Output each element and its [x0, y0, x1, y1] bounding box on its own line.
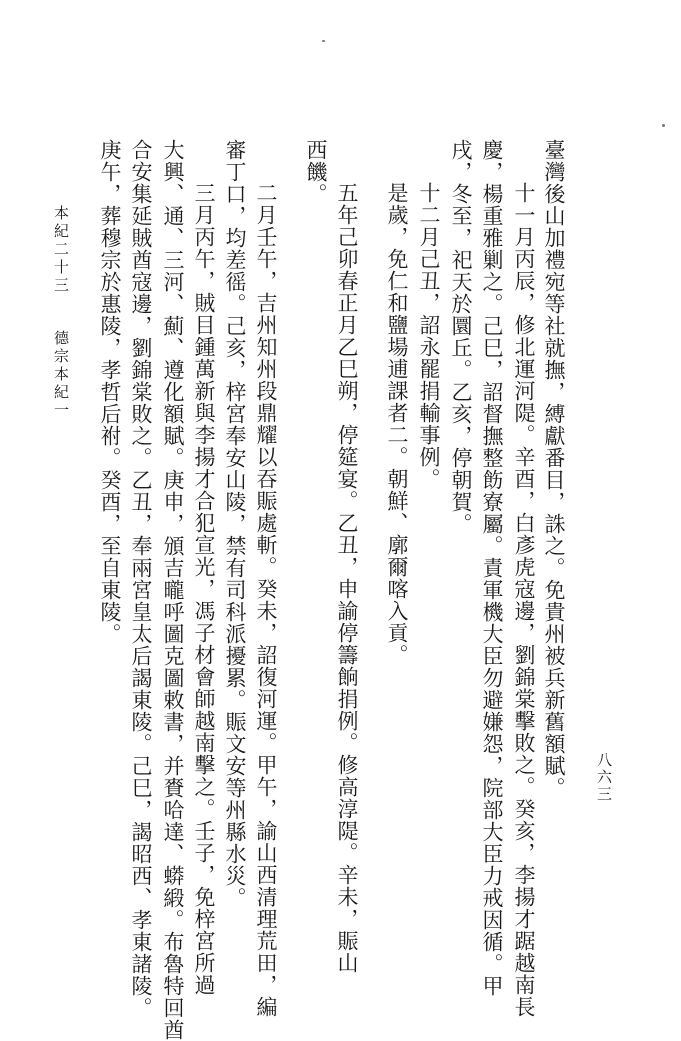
text-column-6: 是歲，免仁和鹽場逋課者二。朝鮮、廓爾喀入貢。	[385, 182, 409, 666]
running-head-title: 德宗本紀一	[52, 330, 70, 420]
text-column-1: 臺灣後山加禮宛等社就撫，縛獻番目，誅之。免貴州被兵新舊額賦。	[542, 139, 566, 799]
text-column-9: 二月壬午，吉州知州段鼎耀以吞賑處斬。癸未，詔復河運。甲午，諭山西清理荒田，編	[254, 182, 278, 1018]
text-column-14: 庚午，葬穆宗於惠陵，孝哲后祔。癸酉，至自東陵。	[98, 139, 122, 645]
text-column-4: 戌，冬至，祀天於圜丘。乙亥，停朝賀。	[449, 139, 473, 535]
text-column-8: 西饑。	[304, 139, 328, 205]
text-column-12: 大興、通、三河、薊、遵化額賦。庚申，頒吉曨呼圖克圖敕書，并賚哈達、蟒緞。布魯特回酋	[161, 139, 185, 1041]
page-number: 八六三	[595, 752, 613, 803]
text-column-10: 審丁口，均差徭。己亥，梓宮奉安山陵，禁有司科派擾累。賑文安等州縣水災。	[223, 139, 247, 909]
text-column-11: 三月丙午，賊目鍾萬新與李揚才合犯宣光，馮子材會師越南擊之。壬子，免梓宮所過	[192, 182, 216, 996]
text-column-7: 五年己卯春正月乙巳朔，停筵宴。乙丑，申諭停籌餉捐例。修高淳隄。辛未，賑山	[335, 182, 359, 974]
text-column-13: 合安集延賊酋寇邊，劉錦棠敗之。乙丑，奉兩宮皇太后謁東陵。己巳，謁昭西、孝東諸陵。	[129, 139, 153, 1019]
running-head-chapter: 本紀二十三	[52, 205, 70, 295]
text-column-5: 十二月己丑，詔永罷捐輸事例。	[417, 182, 441, 490]
text-column-3: 慶，楊重雅剿之。己巳，詔督撫整飭寮屬。責軍機大臣勿避嫌怨，院部大臣力戒因循。甲	[480, 139, 504, 997]
text-column-2: 十一月丙辰，修北運河隄。辛酉，白彥虎寇邊，劉錦棠擊敗之。癸亥，李揚才踞越南長	[512, 182, 536, 1018]
scan-speck	[662, 124, 665, 127]
scan-speck	[322, 40, 325, 42]
